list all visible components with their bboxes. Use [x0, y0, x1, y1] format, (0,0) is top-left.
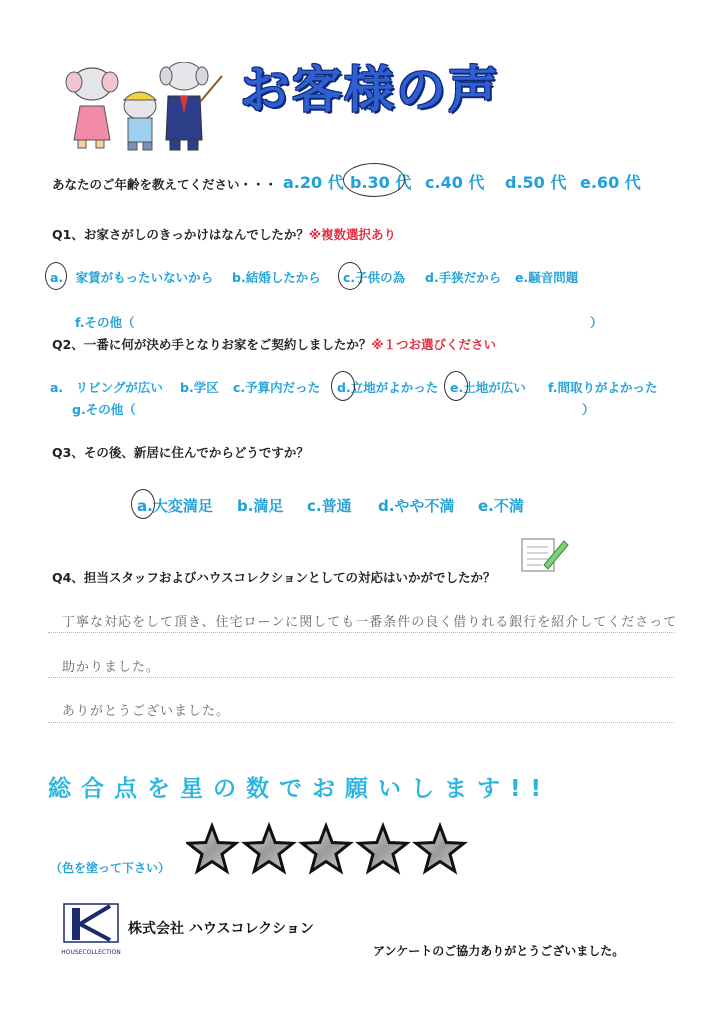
age-option-b: b.30 代	[350, 173, 412, 192]
q3-option-d: d.やや不満	[378, 497, 455, 515]
q1-option-b: b.結婚したから	[232, 270, 321, 285]
q1-option-a: a. 家賃がもったいないから	[50, 270, 214, 285]
answer-line	[48, 677, 674, 678]
q2-question-text: Q2、一番に何が決め手となりお家をご契約しましたか？	[52, 337, 372, 352]
q3-option-b: b.満足	[237, 497, 284, 515]
age-option-a: a.20 代	[283, 173, 344, 192]
q2-option-f: f.間取りがよかった	[548, 380, 658, 395]
q2-question	[52, 335, 496, 353]
rating-note: （色を塗って下さい）	[50, 861, 171, 875]
selection-circle	[338, 262, 362, 290]
q4-question: Q4、担当スタッフおよびハウスコレクションとしての対応はいかがでしたか？	[52, 570, 496, 585]
q3-option-c: c.普通	[307, 497, 352, 515]
age-option-d: d.50 代	[505, 173, 567, 192]
q4-answer-line-3: ありがとうございました。	[62, 704, 231, 719]
selection-circle	[444, 371, 468, 401]
rating-heading: 総合点を星の数でお願いします!!	[48, 776, 551, 802]
notepad-icon	[518, 535, 570, 577]
star-rating	[186, 822, 476, 880]
q3-option-a: a.大変満足	[137, 497, 213, 515]
selection-circle	[343, 163, 405, 197]
q2-option-b: b.学区	[180, 380, 219, 395]
star-2	[245, 826, 293, 871]
company-name: 株式会社 ハウスコレクション	[128, 921, 314, 937]
q4-answer-line-2: 助かりました。	[62, 660, 161, 675]
star-1	[188, 826, 236, 871]
q2-option-d: d.立地がよかった	[337, 380, 439, 395]
q4-answer-line-1: 丁寧な対応をして頂き、住宅ローンに関しても一番条件の良く借りれる銀行を紹介してくださって	[62, 615, 678, 630]
mascot-illustration	[60, 62, 230, 154]
page-title: お客様の声	[240, 61, 500, 119]
selection-circle	[45, 262, 67, 290]
logo-text: HOUSECOLLECTION	[61, 949, 121, 956]
q2-option-a: a. リビングが広い	[50, 380, 163, 395]
star-4	[359, 826, 407, 871]
q1-note: ※複数選択あり	[308, 227, 396, 242]
selection-circle	[131, 489, 155, 519]
thanks-message: アンケートのご協力ありがとうございました。	[373, 944, 625, 958]
star-3	[302, 826, 350, 871]
q2-option-other: g.その他（	[72, 402, 136, 417]
age-question: あなたのご年齢を教えてください・・・	[52, 177, 278, 192]
q2-other-close: ）	[582, 402, 595, 417]
q2-note: ※１つお選びください	[371, 337, 496, 352]
q1-question-text: Q1、お家さがしのきっかけはなんでしたか？	[52, 227, 309, 242]
q2-option-e: e.土地が広い	[450, 380, 526, 395]
q1-option-other: f.その他（	[75, 315, 135, 330]
q1-question	[52, 225, 396, 243]
selection-circle	[331, 371, 355, 401]
answer-line	[48, 632, 674, 633]
q1-other-close: ）	[590, 315, 603, 330]
q1-option-c: c.子供の為	[343, 270, 406, 285]
company-logo	[58, 900, 124, 958]
q3-option-e: e.不満	[478, 497, 524, 515]
answer-line	[48, 722, 674, 723]
q2-option-c: c.予算内だった	[233, 380, 321, 395]
q1-option-d: d.手狭だから	[425, 270, 502, 285]
star-5	[416, 826, 464, 871]
q3-question: Q3、その後、新居に住んでからどうですか？	[52, 445, 309, 460]
age-option-e: e.60 代	[580, 173, 641, 192]
q1-option-e: e.騒音問題	[515, 270, 579, 285]
age-option-c: c.40 代	[425, 173, 485, 192]
